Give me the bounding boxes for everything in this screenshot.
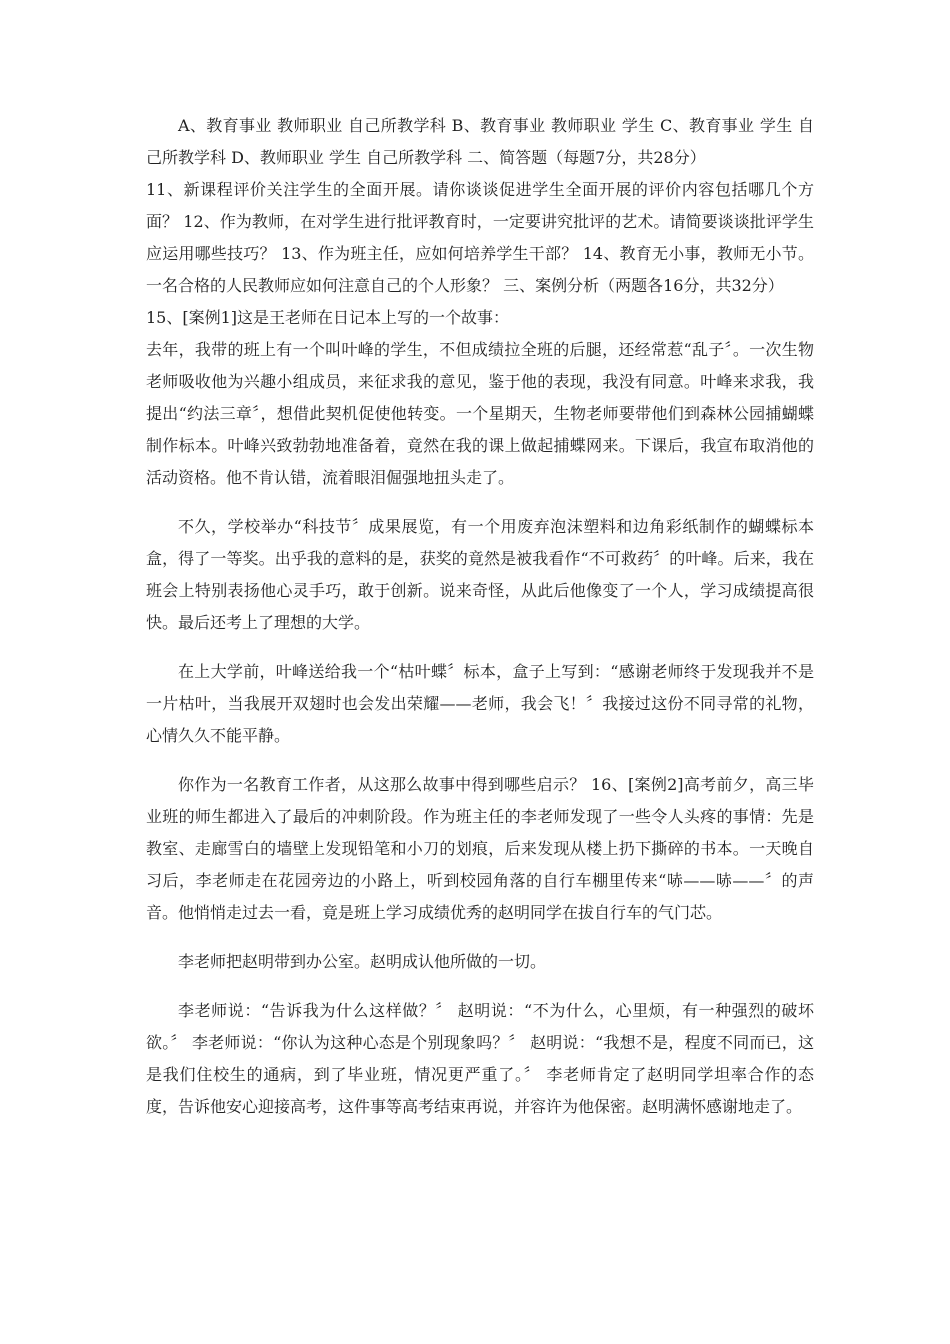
paragraph-case-1-story: 去年，我带的班上有一个叫叶峰的学生，不但成绩拉全班的后腿，还经常惹“乱子〞。一次生物老师吸收他为兴趣小组成员，来征求我的意见，鉴于他的表现，我没有同意。叶峰来求我，我提出“约法三章〞，想借此契机促使他转变。一个星期天，生物老师要带他们到森林公园捕蝴蝶制作标本。叶峰兴致勃勃地准备着，竟然在我的课上做起捕蝶网来。下课后，我宣布取消他的活动资格。他不肯认错，流着眼泪倔强地扭头走了。	[146, 340, 814, 487]
paragraph-case-2-intro: 你作为一名教育工作者，从这那么故事中得到哪些启示？ 16、[案例2]高考前夕，高三毕业班的师生都进入了最后的冲刺阶段。作为班主任的李老师发现了一些令人头疼的事情：先是教室、走廊雪白的墙壁上发现铅笔和小刀的划痕，后来发现从楼上扔下撕碎的书本。一天晚自习后，李老师走在花园旁边的小路上，听到校园角落的自行车棚里传来“哧——哧——〞的声音。他悄悄走过去一看，竟是班上学习成绩优秀的赵明同学在拔自行车的气门芯。	[146, 775, 814, 922]
paragraph-short-answer-questions: 11、新课程评价关注学生的全面开展。请你谈谈促进学生全面开展的评价内容包括哪几个方面？ 12、作为教师，在对学生进行批评教育时，一定要讲究批评的艺术。请简要谈谈批评学生应运用哪些技巧？ 13、作为班主任，应如何培养学生干部？ 14、教育无小事，教师无小节。一名合格的人民教师应如何注意自己的个人形象？ 三、案例分析（两题各16分，共32分）	[146, 180, 814, 295]
paragraph-case-2-dialogue: 李老师说：“告诉我为什么这样做？〞 赵明说：“不为什么，心里烦，有一种强烈的破坏欲。〞 李老师说：“你认为这种心态是个别现象吗？〞 赵明说：“我想不是，程度不同而已，这是我们住校生的通病，到了毕业班，情况更严重了。〞 李老师肯定了赵明同学坦率合作的态度，告诉他安心迎接高考，这件事等高考结束再说，并容许为他保密。赵明满怀感谢地走了。	[146, 1001, 814, 1116]
paragraph-case-2-office: 李老师把赵明带到办公室。赵明成认他所做的一切。	[178, 952, 547, 971]
paragraph-case-1-intro: 15、[案例1]这是王老师在日记本上写的一个故事：	[146, 308, 510, 327]
paragraph-case-1-butterfly-gift: 在上大学前，叶峰送给我一个“枯叶蝶〞标本，盒子上写到：“感谢老师终于发现我并不是一片枯叶，当我展开双翅时也会发出荣耀——老师，我会飞！〞我接过这份不同寻常的礼物，心情久久不能平静。	[146, 662, 814, 745]
document-page	[146, 110, 814, 1123]
paragraph-choices: A、教育事业 教师职业 自己所教学科 B、教育事业 教师职业 学生 C、教育事业 学生 自己所教学科 D、教师职业 学生 自己所教学科 二、简答题（每题7分，共28分）	[146, 116, 814, 167]
paragraph-case-1-science-fair: 不久，学校举办“科技节〞成果展览，有一个用废弃泡沫塑料和边角彩纸制作的蝴蝶标本盒，得了一等奖。出乎我的意料的是，获奖的竟然是被我看作“不可救药〞的叶峰。后来，我在班会上特别表扬他心灵手巧，敢于创新。说来奇怪，从此后他像变了一个人，学习成绩提高很快。最后还考上了理想的大学。	[146, 517, 814, 632]
